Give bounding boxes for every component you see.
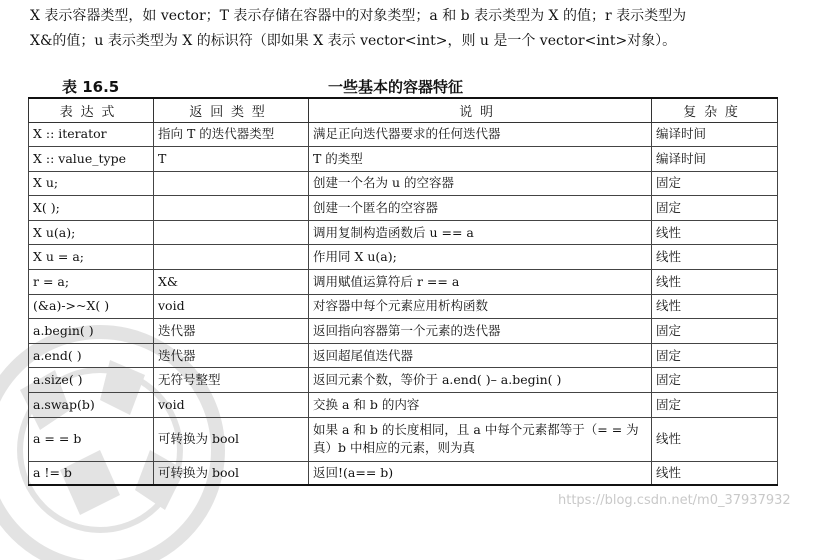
header-description: 说明 — [309, 98, 652, 122]
cell-complexity: 线性 — [652, 461, 778, 485]
cell-complexity: 线性 — [652, 220, 778, 245]
cell-return-type: 可转换为 bool — [154, 417, 309, 461]
table-row — [29, 122, 778, 147]
cell-expression: X :: value_type — [29, 147, 154, 172]
table-number: 表 16.5 — [62, 78, 120, 96]
cell-expression: a != b — [29, 461, 154, 485]
table-row — [29, 147, 778, 172]
cell-complexity: 线性 — [652, 245, 778, 270]
table-row — [29, 294, 778, 319]
cell-complexity: 线性 — [652, 417, 778, 461]
source-watermark: https://blog.csdn.net/m0_37937932 — [558, 493, 791, 508]
header-complexity: 复杂度 — [652, 98, 778, 122]
cell-description: 返回元素个数，等价于 a.end( )– a.begin( ) — [309, 368, 652, 393]
cell-return-type: 指向 T 的迭代器类型 — [154, 122, 309, 147]
table-title: 一些基本的容器特征 — [328, 78, 464, 96]
table-row — [29, 319, 778, 344]
cell-expression: a.size( ) — [29, 368, 154, 393]
cell-complexity: 线性 — [652, 270, 778, 295]
table-row — [29, 171, 778, 196]
cell-description: 满足正向迭代器要求的任何迭代器 — [309, 122, 652, 147]
cell-expression: X( ); — [29, 196, 154, 221]
table-row — [29, 270, 778, 295]
cell-complexity: 固定 — [652, 368, 778, 393]
cell-return-type: 可转换为 bool — [154, 461, 309, 485]
cell-expression: a.end( ) — [29, 343, 154, 368]
table-row — [29, 417, 778, 461]
cell-description: 创建一个匿名的空容器 — [309, 196, 652, 221]
cell-description: 调用复制构造函数后 u == a — [309, 220, 652, 245]
cell-description: 返回超尾值迭代器 — [309, 343, 652, 368]
cell-complexity: 编译时间 — [652, 147, 778, 172]
table-row — [29, 368, 778, 393]
cell-expression: r = a; — [29, 270, 154, 295]
cell-complexity: 编译时间 — [652, 122, 778, 147]
header-return-type: 返回类型 — [154, 98, 309, 122]
cell-description: T 的类型 — [309, 147, 652, 172]
table-row — [29, 245, 778, 270]
cell-description: 调用赋值运算符后 r == a — [309, 270, 652, 295]
cell-return-type — [154, 196, 309, 221]
cell-return-type — [154, 171, 309, 196]
cell-complexity: 固定 — [652, 196, 778, 221]
cell-expression: a = = b — [29, 417, 154, 461]
table-row — [29, 343, 778, 368]
intro-line-1: X 表示容器类型，如 vector；T 表示存储在容器中的对象类型；a 和 b 表示类型为 X 的值；r 表示类型为 — [30, 8, 687, 24]
cell-description: 返回指向容器第一个元素的迭代器 — [309, 319, 652, 344]
table-row — [29, 393, 778, 418]
intro-line-2: X&的值；u 表示类型为 X 的标识符（即如果 X 表示 vector<int>，则 u 是一个 vector<int>对象）。 — [30, 33, 677, 49]
table-row — [29, 196, 778, 221]
cell-return-type: void — [154, 393, 309, 418]
cell-description: 创建一个名为 u 的空容器 — [309, 171, 652, 196]
cell-return-type: 迭代器 — [154, 343, 309, 368]
cell-description: 交换 a 和 b 的内容 — [309, 393, 652, 418]
table-row — [29, 461, 778, 485]
cell-complexity: 固定 — [652, 393, 778, 418]
table-row — [29, 220, 778, 245]
cell-expression: (&a)->~X( ) — [29, 294, 154, 319]
cell-expression: a.begin( ) — [29, 319, 154, 344]
table-header-row — [29, 98, 778, 122]
cell-description: 如果 a 和 b 的长度相同，且 a 中每个元素都等于（= = 为真）b 中相应的元素，则为真 — [309, 417, 652, 461]
cell-description: 作用同 X u(a); — [309, 245, 652, 270]
cell-return-type: T — [154, 147, 309, 172]
header-expression: 表达式 — [29, 98, 154, 122]
cell-expression: X u(a); — [29, 220, 154, 245]
cell-complexity: 线性 — [652, 294, 778, 319]
cell-complexity: 固定 — [652, 171, 778, 196]
cell-return-type: X& — [154, 270, 309, 295]
cell-complexity: 固定 — [652, 319, 778, 344]
cell-description: 对容器中每个元素应用析构函数 — [309, 294, 652, 319]
cell-return-type: void — [154, 294, 309, 319]
cell-return-type: 迭代器 — [154, 319, 309, 344]
cell-expression: X :: iterator — [29, 122, 154, 147]
cell-expression: X u = a; — [29, 245, 154, 270]
cell-return-type — [154, 245, 309, 270]
cell-expression: X u; — [29, 171, 154, 196]
intro-paragraph — [30, 4, 810, 54]
cell-expression: a.swap(b) — [29, 393, 154, 418]
cell-return-type — [154, 220, 309, 245]
container-features-table — [28, 97, 778, 486]
cell-complexity: 固定 — [652, 343, 778, 368]
cell-description: 返回!(a== b) — [309, 461, 652, 485]
cell-return-type: 无符号整型 — [154, 368, 309, 393]
